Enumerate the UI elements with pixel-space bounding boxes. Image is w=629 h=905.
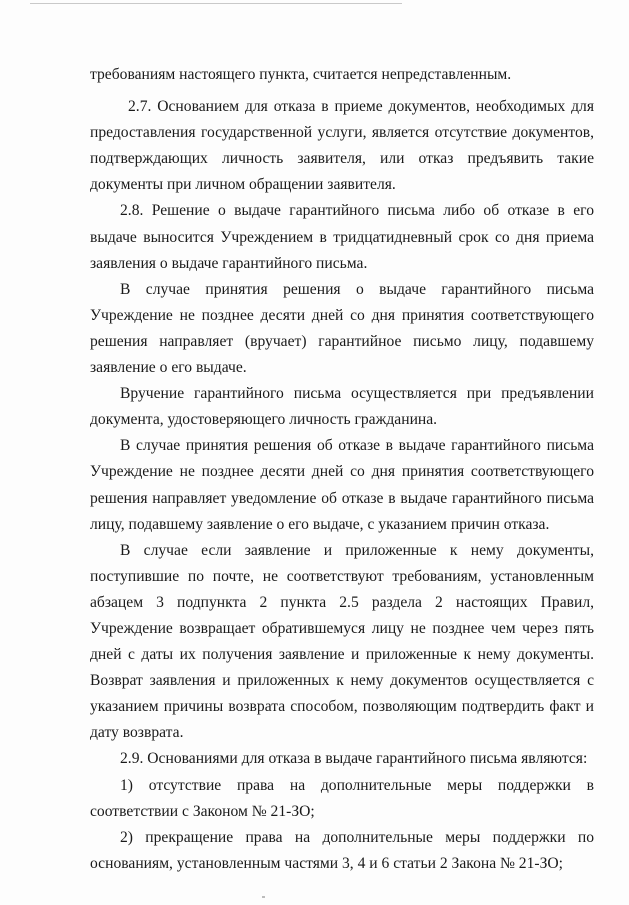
paragraph-issue-decision: В случае принятия решения о выдаче гарантийного письма Учреждение не позднее десяти дней со дня принятия соответствующего решения направляет (вручает) гарантийное письмо лицу, подавшему заявление о его выдаче. [90, 280, 594, 377]
paragraph-delivery: Вручение гарантийного письма осуществляется при предъявлении документа, удостоверяющего личность гражданина. [90, 385, 594, 429]
paragraph-2-8: 2.8. Решение о выдаче гарантийного письма либо об отказе в его выдаче выносится Учреждением в тридцатидневный срок со дня приема заявления о выдаче гарантийного письма. [90, 202, 594, 272]
list-item-1: 1) отсутствие права на дополнительные меры поддержки в соответствии с Законом № 21-ЗО; [90, 776, 594, 820]
paragraph-2-9: 2.9. Основаниями для отказа в выдаче гарантийного письма являются: [120, 750, 588, 768]
paragraph-refusal-decision: В случае принятия решения об отказе в выдаче гарантийного письма Учреждение не позднее десяти дней со дня принятия соответствующего решения направляет уведомление об отказе в выдаче гарантийного письма лицу, подавшему заявление о его выдаче, с указанием причин отказа. [90, 437, 594, 533]
scan-edge-line [30, 3, 402, 4]
document-body [90, 62, 594, 877]
paragraph-continuation: требованиям настоящего пункта, считается непредставленным. [90, 66, 512, 83]
list-item-2: 2) прекращение права на дополнительные меры поддержки по основаниям, установленным частями 3, 4 и 6 статьи 2 Закона № 21-ЗО; [90, 828, 594, 872]
paragraph-mail-return: В случае если заявление и приложенные к нему документы, поступившие по почте, не соответствуют требованиям, установленным абзацем 3 подпункта 2 пункта 2.5 раздела 2 настоящих Правил, Учреждение возвращает обратившемуся лицу не позднее чем через пять дней с даты их получения заявление и приложенные к нему документы. Возврат заявления и приложенных к нему документов осуществляется с указанием причины возврата способом, позволяющим подтвердить факт и дату возврата. [90, 541, 594, 742]
scan-artifact [262, 896, 265, 898]
paragraph-2-7: 2.7. Основанием для отказа в приеме документов, необходимых для предоставления государственной услуги, является отсутствие документов, подтверждающих личность заявителя, или отказ предъявить такие документы при личном обращении заявителя. [90, 98, 594, 194]
